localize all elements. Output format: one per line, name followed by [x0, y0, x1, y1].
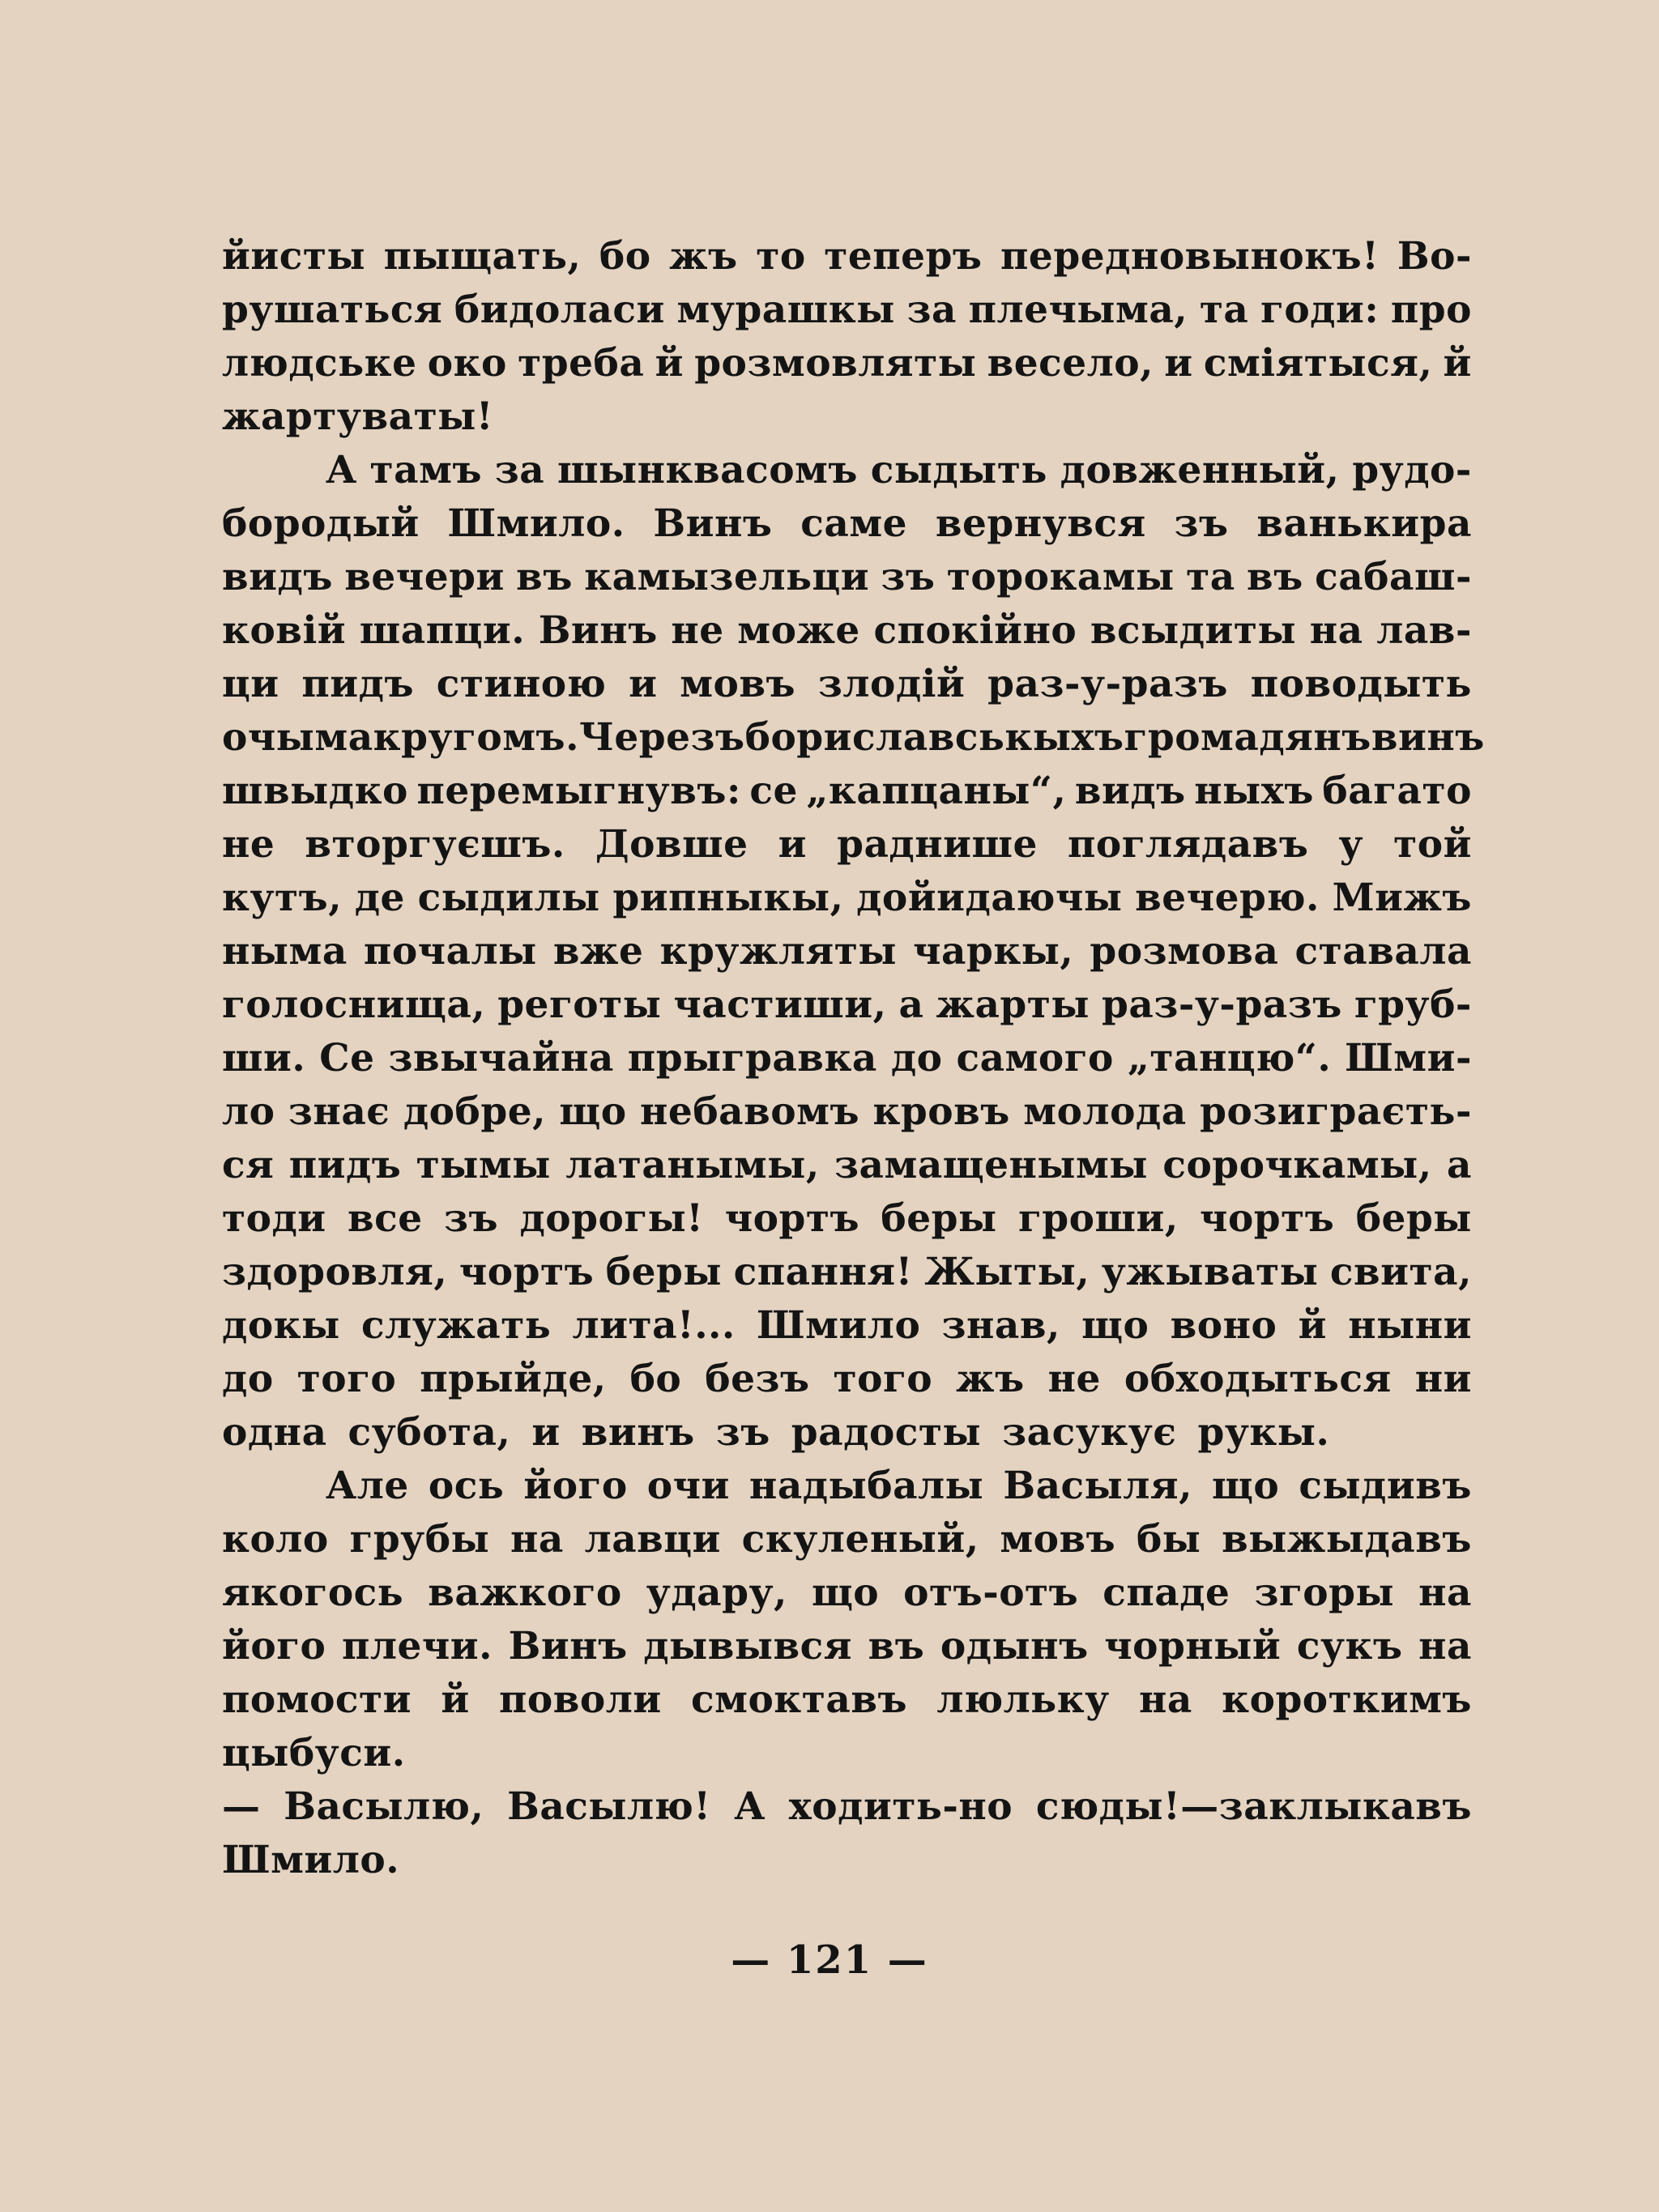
- word: ныни: [1348, 1303, 1472, 1348]
- word: ковій: [222, 608, 347, 653]
- word: чортъ: [458, 1250, 595, 1294]
- text-line: [222, 658, 1472, 711]
- word: плечыма,: [968, 288, 1188, 332]
- word: треба: [518, 341, 645, 386]
- word: мовъ: [1000, 1517, 1116, 1562]
- word: и: [778, 822, 808, 867]
- word: важкого: [428, 1571, 622, 1615]
- word: кругомъ.: [373, 715, 579, 760]
- word: реготы: [497, 982, 662, 1027]
- word: вечерю.: [1135, 876, 1320, 920]
- word: пидъ: [288, 1143, 402, 1187]
- word: й: [1443, 341, 1472, 386]
- word: не: [671, 608, 724, 653]
- word: безъ: [705, 1357, 810, 1401]
- text-line: [222, 925, 1472, 978]
- text-line: [222, 230, 1472, 283]
- word: рушаться: [222, 288, 443, 332]
- word: йисты: [222, 234, 366, 279]
- word: голоснища,: [222, 982, 486, 1027]
- word: на: [1309, 608, 1363, 653]
- word: чаркы,: [913, 929, 1074, 974]
- word: жъ: [956, 1357, 1025, 1401]
- text-line: [222, 1032, 1472, 1085]
- word: швыдко: [222, 769, 408, 813]
- word: лита!...: [572, 1303, 736, 1348]
- word: що: [559, 1089, 627, 1134]
- word: вернувся: [935, 501, 1146, 546]
- word: й: [655, 341, 684, 386]
- word: ныхъ: [1194, 769, 1314, 813]
- word: теперъ: [824, 234, 983, 279]
- word: ни: [1414, 1357, 1472, 1401]
- word: беры: [605, 1250, 722, 1294]
- text-line: [222, 497, 1472, 551]
- word: що: [811, 1571, 880, 1615]
- word: сыдивъ: [1299, 1464, 1472, 1508]
- word: сукъ: [1296, 1624, 1403, 1669]
- word: беры: [881, 1196, 997, 1241]
- word: тымы: [416, 1143, 551, 1187]
- text-line: [222, 1780, 1472, 1834]
- text-line: [222, 1727, 1472, 1780]
- word: се: [749, 769, 798, 813]
- word: багато: [1322, 769, 1472, 813]
- word: пыщать,: [383, 234, 582, 279]
- word: латанымы,: [565, 1143, 820, 1187]
- word: що: [1212, 1464, 1280, 1508]
- word: чорный: [1104, 1624, 1282, 1669]
- word: груб-: [1354, 982, 1472, 1027]
- word: мурашкы: [676, 288, 895, 332]
- word: бы: [1136, 1517, 1201, 1562]
- word: перемыгнувъ:: [416, 769, 741, 813]
- text-line: [222, 551, 1472, 604]
- text-line: [222, 337, 1472, 390]
- word: зъ: [444, 1196, 499, 1241]
- word: Винъ: [538, 608, 658, 653]
- word: того: [833, 1357, 933, 1401]
- word: спокійно: [873, 608, 1077, 653]
- text-line: [222, 765, 1472, 818]
- text-line: [222, 1192, 1472, 1246]
- word: жъ: [669, 234, 738, 279]
- text-line: [222, 1834, 1472, 1887]
- word: що: [1081, 1303, 1149, 1348]
- text-line: [222, 1620, 1472, 1673]
- word: прыгравка: [627, 1036, 877, 1080]
- word: воно: [1170, 1303, 1277, 1348]
- word: одынъ: [940, 1624, 1089, 1669]
- word: замащенымы: [834, 1143, 1148, 1187]
- word: удару,: [646, 1571, 787, 1615]
- word: рудо-: [1352, 448, 1472, 492]
- word: Васыля,: [1003, 1464, 1192, 1508]
- word: въ: [516, 555, 573, 599]
- text-line: [222, 1299, 1472, 1353]
- word: поволи: [498, 1677, 662, 1722]
- page-number: — 121 —: [731, 1937, 928, 1983]
- word: служать: [360, 1303, 552, 1348]
- word: лавци: [584, 1517, 721, 1562]
- word: здоровля,: [222, 1250, 448, 1294]
- word: ныма: [222, 929, 348, 974]
- word: де: [354, 876, 405, 920]
- word: свита,: [1329, 1250, 1472, 1294]
- text-line: [222, 1566, 1472, 1620]
- word: ставала: [1294, 929, 1472, 974]
- word: рукы.: [1197, 1410, 1330, 1455]
- word: стиною: [436, 662, 607, 706]
- word: смоктавъ: [691, 1677, 908, 1722]
- word: „танцю“.: [1127, 1036, 1332, 1080]
- word: знає: [288, 1089, 390, 1134]
- word: беры: [1355, 1196, 1472, 1241]
- word: громадянъ: [1124, 715, 1371, 760]
- word: а: [898, 982, 924, 1027]
- word: про: [1390, 288, 1472, 332]
- word: Васылю!: [507, 1784, 711, 1829]
- word: й: [441, 1677, 470, 1722]
- word: ось: [428, 1464, 505, 1508]
- word: дорогы!: [519, 1196, 704, 1241]
- word: коло: [222, 1517, 329, 1562]
- word: винъ: [1371, 715, 1485, 760]
- word: Шмило.: [222, 1838, 400, 1882]
- text-line: [222, 818, 1472, 872]
- word: дывывся: [643, 1624, 852, 1669]
- word: того: [296, 1357, 397, 1401]
- word: грубы: [349, 1517, 490, 1562]
- text-line: [222, 1406, 1472, 1460]
- word: Винъ: [508, 1624, 628, 1669]
- word: Черезъ: [578, 715, 745, 760]
- word: розмовляты: [694, 341, 977, 386]
- word: вторгуєшъ.: [305, 822, 565, 867]
- word: обходыться: [1124, 1357, 1392, 1401]
- word: людське: [222, 341, 417, 386]
- word: ванькира: [1256, 501, 1472, 546]
- text-line: [222, 444, 1472, 497]
- word: Шми-: [1345, 1036, 1472, 1080]
- word: и: [629, 662, 658, 706]
- word: весело,: [987, 341, 1154, 386]
- word: цыбуси.: [222, 1731, 406, 1775]
- word: Шмило.: [447, 501, 625, 546]
- word: сміятыся,: [1203, 341, 1433, 386]
- word: винъ: [581, 1410, 695, 1455]
- word: бородый: [222, 501, 420, 546]
- word: Мижъ: [1332, 876, 1472, 920]
- word: око: [427, 341, 507, 386]
- word: ло: [222, 1089, 275, 1134]
- word: у: [1338, 822, 1364, 867]
- word: сорочкамы,: [1162, 1143, 1432, 1187]
- word: ши.: [222, 1036, 306, 1080]
- text-line: [222, 1673, 1472, 1727]
- word: якогось: [222, 1571, 404, 1615]
- word: и: [531, 1410, 561, 1455]
- word: мовъ: [680, 662, 796, 706]
- word: А: [326, 448, 357, 492]
- text-line: [222, 1085, 1472, 1139]
- word: тоди: [222, 1196, 326, 1241]
- word: на: [510, 1517, 564, 1562]
- word: не: [222, 822, 275, 867]
- word: Шмило: [757, 1303, 921, 1348]
- word: самого: [956, 1036, 1114, 1080]
- word: то: [756, 234, 806, 279]
- word: до: [222, 1357, 274, 1401]
- word: поводыть: [1250, 662, 1472, 706]
- word: знав,: [941, 1303, 1060, 1348]
- word: на: [1139, 1677, 1192, 1722]
- word: спання!: [733, 1250, 913, 1294]
- word: ужываты: [1101, 1250, 1319, 1294]
- word: бориславськыхъ: [744, 715, 1124, 760]
- word: торокамы: [946, 555, 1175, 599]
- word: зъ: [881, 555, 936, 599]
- word: шапци.: [359, 608, 526, 653]
- word: докы: [222, 1303, 340, 1348]
- word: кровъ: [872, 1089, 1010, 1134]
- word: небавомъ: [640, 1089, 860, 1134]
- word: надыбалы: [748, 1464, 984, 1508]
- word: выжыдавъ: [1222, 1517, 1472, 1562]
- word: лав-: [1376, 608, 1472, 653]
- word: кружляты: [659, 929, 898, 974]
- word: на: [1418, 1571, 1472, 1615]
- word: розмова: [1090, 929, 1279, 974]
- word: зъ: [715, 1410, 770, 1455]
- word: ся: [222, 1143, 275, 1187]
- text-line: [222, 711, 1485, 765]
- word: камызельци: [584, 555, 870, 599]
- word: Винъ: [653, 501, 773, 546]
- text-line: [222, 283, 1472, 337]
- word: ци: [222, 662, 279, 706]
- word: на: [1418, 1624, 1472, 1669]
- word: „капцаны“,: [806, 769, 1067, 813]
- word: чортъ: [1200, 1196, 1335, 1241]
- word: жарты: [936, 982, 1090, 1027]
- word: субота,: [348, 1410, 511, 1455]
- word: все: [348, 1196, 423, 1241]
- text-line: [222, 390, 1472, 444]
- word: радосты: [791, 1410, 982, 1455]
- text-line: [222, 1460, 1472, 1513]
- word: рипныкы,: [612, 876, 844, 920]
- word: бидоласи: [454, 288, 665, 332]
- word: сыдыть: [870, 448, 1047, 492]
- word: засукує: [1002, 1410, 1177, 1455]
- word: звычайна: [388, 1036, 614, 1080]
- word: шынквасомъ: [557, 448, 858, 492]
- word: до: [890, 1036, 943, 1080]
- word: його: [222, 1624, 326, 1669]
- word: його: [523, 1464, 628, 1508]
- word: та: [1186, 555, 1235, 599]
- text-line: [222, 978, 1472, 1032]
- word: люльку: [936, 1677, 1110, 1722]
- word: добре,: [403, 1089, 546, 1134]
- word: Васылю,: [284, 1784, 484, 1829]
- page-text: [222, 230, 1485, 1887]
- word: пидъ: [301, 662, 414, 706]
- word: почалы: [363, 929, 537, 974]
- word: а: [1446, 1143, 1472, 1187]
- word: Довше: [595, 822, 748, 867]
- text-line: [222, 1513, 1472, 1566]
- text-line: [222, 872, 1472, 925]
- word: раз-у-разъ: [1102, 982, 1342, 1027]
- word: саме: [800, 501, 908, 546]
- word: видъ: [222, 555, 333, 599]
- word: й: [1298, 1303, 1327, 1348]
- word: молода: [1023, 1089, 1187, 1134]
- word: очыма: [222, 715, 373, 760]
- word: сыдилы: [417, 876, 600, 920]
- word: кутъ,: [222, 876, 343, 920]
- text-line: [222, 1353, 1472, 1406]
- word: всыдиты: [1090, 608, 1297, 653]
- word: бо: [629, 1357, 682, 1401]
- word: може: [737, 608, 860, 653]
- word: раднише: [837, 822, 1038, 867]
- word: короткимъ: [1222, 1677, 1472, 1722]
- word: частиши,: [673, 982, 887, 1027]
- word: сюды!—заклыкавъ: [1035, 1784, 1472, 1829]
- word: А: [734, 1784, 766, 1829]
- word: ходить-но: [788, 1784, 1013, 1829]
- word: Жыты,: [924, 1250, 1090, 1294]
- word: довженный,: [1060, 448, 1340, 492]
- word: видъ: [1074, 769, 1186, 813]
- word: и: [1164, 341, 1193, 386]
- word: Во-: [1397, 234, 1472, 279]
- text-line: [222, 604, 1472, 658]
- word: годи:: [1260, 288, 1380, 332]
- word: гроши,: [1017, 1196, 1179, 1241]
- word: Але: [326, 1464, 409, 1508]
- text-line: [222, 1246, 1472, 1299]
- word: сабаш-: [1315, 555, 1472, 599]
- word: дойидаючы: [856, 876, 1123, 920]
- word: Се: [319, 1036, 375, 1080]
- word: жартуваты!: [222, 394, 493, 439]
- word: прыйде,: [420, 1357, 607, 1401]
- word: вже: [552, 929, 644, 974]
- word: згоры: [1254, 1571, 1395, 1615]
- text-line: [222, 1139, 1472, 1192]
- word: бо: [599, 234, 651, 279]
- word: розиграєть-: [1200, 1089, 1472, 1134]
- word: въ: [1247, 555, 1303, 599]
- word: зъ: [1174, 501, 1229, 546]
- word: плечи.: [341, 1624, 493, 1669]
- word: передновынокъ!: [1000, 234, 1380, 279]
- word: той: [1393, 822, 1472, 867]
- word: поглядавъ: [1067, 822, 1309, 867]
- word: чортъ: [724, 1196, 860, 1241]
- word: помости: [222, 1677, 412, 1722]
- word: скуленый,: [741, 1517, 979, 1562]
- word: раз-у-разъ: [987, 662, 1228, 706]
- word: —: [222, 1784, 261, 1829]
- word: не: [1047, 1357, 1101, 1401]
- word: злодій: [817, 662, 966, 706]
- word: тамъ: [369, 448, 483, 492]
- word: вечери: [344, 555, 505, 599]
- word: въ: [868, 1624, 925, 1669]
- word: та: [1199, 288, 1249, 332]
- word: отъ-отъ: [903, 1571, 1079, 1615]
- word: за: [906, 288, 957, 332]
- word: одна: [222, 1410, 327, 1455]
- word: очи: [646, 1464, 730, 1508]
- word: спаде: [1102, 1571, 1230, 1615]
- word: за: [494, 448, 545, 492]
